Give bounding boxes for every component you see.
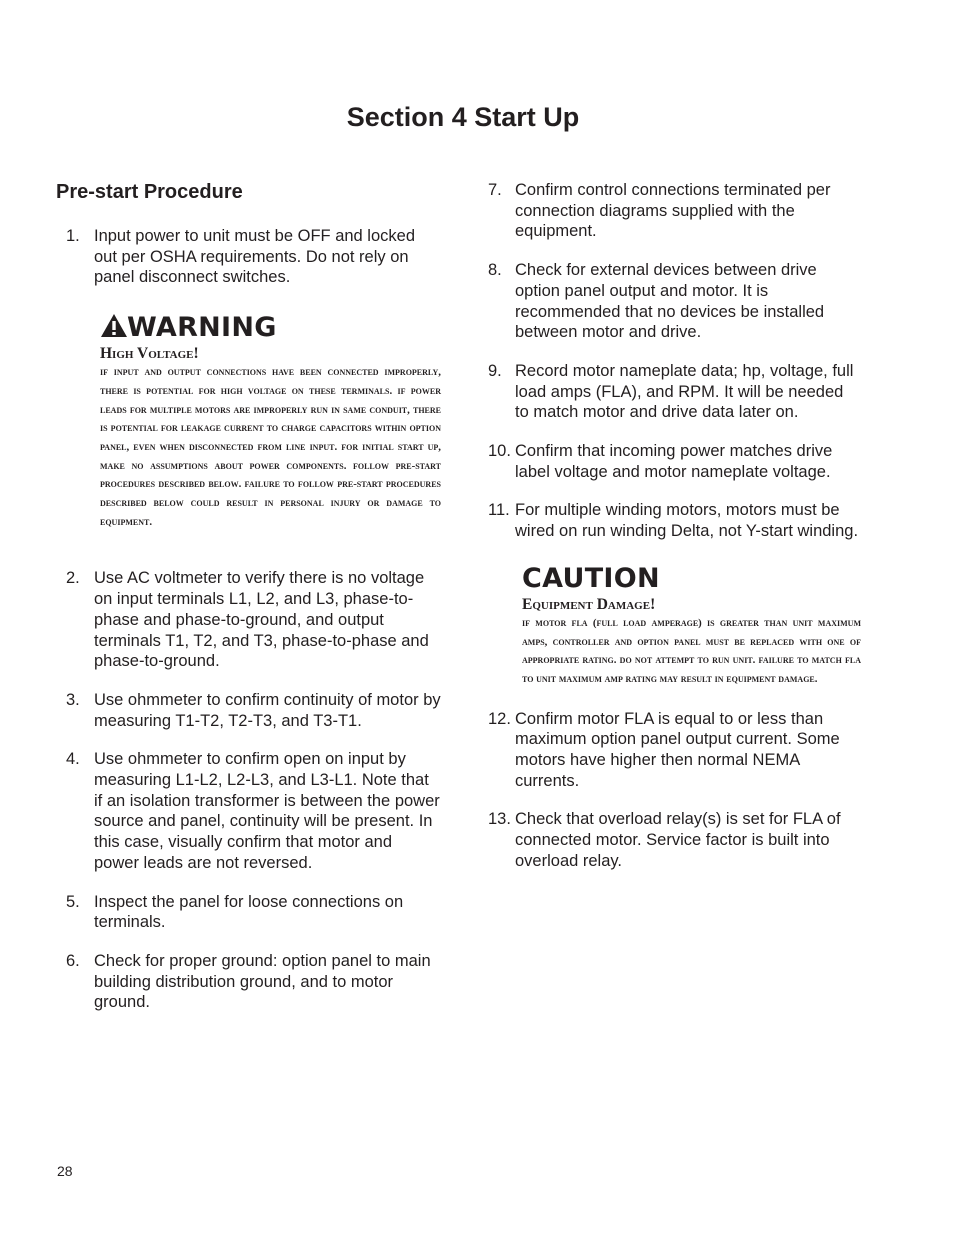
item-text: Check for external devices between drive option panel output and motor. It is recommended that no devices be installed between motor and drive. — [515, 261, 825, 342]
right-column — [486, 180, 861, 872]
warning-title: WARNING — [127, 312, 277, 344]
caution-title: CAUTION — [522, 562, 660, 594]
item-text: Check for proper ground: option panel to main building distribution ground, and to motor ground. — [94, 951, 431, 1012]
caution-body: if motor fla (full load amperage) is greater than unit maximum amps, controller and option panel must be replaced with one of appropriate rating. do not attempt to run unit. failure to match fla to unit maximum amp rating may result in equipment damage. — [522, 616, 861, 685]
item-number: 1. — [66, 227, 80, 245]
list-item — [56, 951, 441, 1013]
caution-subtitle: Equipment Damage! — [522, 595, 656, 613]
item-text: Check that overload relay(s) is set for FLA of connected motor. Service factor is built into overload relay. — [515, 810, 841, 870]
warning-title-row — [100, 313, 441, 343]
item-number: 13. — [488, 810, 511, 829]
list-item — [486, 709, 861, 792]
page-title: Section 4 Start Up — [346, 102, 580, 132]
item-number: 9. — [488, 361, 502, 380]
list-item — [56, 690, 441, 731]
item-number: 12. — [488, 709, 511, 728]
item-text: Confirm motor FLA is equal to or less than maximum option panel output current. Some motors have higher then normal NEMA currents. — [515, 709, 840, 790]
warning-triangle-icon — [100, 313, 128, 338]
list-item — [486, 180, 861, 242]
item-text: Input power to unit must be OFF and locked out per OSHA requirements. Do not rely on panel disconnect switches. — [94, 227, 416, 287]
item-number: 3. — [66, 690, 80, 709]
item-number: 6. — [66, 951, 80, 970]
item-number: 11. — [488, 501, 510, 520]
warning-notice — [100, 313, 441, 531]
item-text: Record motor nameplate data; hp, voltage, full load amps (FLA), and RPM. It will be needed to match motor and drive data later on. — [515, 361, 854, 422]
list-item — [56, 749, 441, 873]
item-text: Use ohmmeter to confirm continuity of motor by measuring T1-T2, T2-T3, and T3-T1. — [94, 690, 441, 730]
list-item — [486, 361, 861, 423]
item-number: 2. — [66, 569, 80, 588]
list-item — [56, 226, 441, 288]
list-item — [56, 892, 441, 933]
item-number: 8. — [488, 261, 502, 280]
item-number: 7. — [488, 181, 502, 199]
list-item — [56, 568, 441, 672]
item-text: Use ohmmeter to confirm open on input by measuring L1-L2, L2-L3, and L3-L1. Note that if an isolation transformer is between the power source and panel, continuity will be present. In this case, visually confirm that motor and power leads are not reversed. — [94, 750, 440, 872]
warning-body: if input and output connections have been connected improperly, there is potential for high voltage on these terminals. if power leads for multiple motors are improperly run in same conduit, there is potential for leakage current to charge capacitors within option panel, even when disconnected from line input. for initial start up, make no assumptions about power components. follow pre-start procedures described below. failure to follow pre-start procedures described below could result in personal injury or damage to equipment. — [100, 366, 441, 528]
list-item — [486, 809, 861, 871]
item-number: 4. — [66, 750, 80, 769]
item-text: Use AC voltmeter to verify there is no voltage on input terminals L1, L2, and L3, phase-to-phase and phase-to-ground, and output terminals T1, T2, and T3, phase-to-phase and phase-to-ground. — [94, 569, 429, 671]
caution-notice — [522, 564, 861, 689]
item-text: Inspect the panel for loose connections on terminals. — [94, 892, 404, 932]
warning-subtitle: High Voltage! — [100, 345, 199, 363]
item-number: 5. — [66, 892, 80, 911]
list-item — [486, 500, 861, 541]
section-subheading: Pre-start Procedure — [56, 181, 243, 203]
list-item — [486, 441, 861, 482]
page-number: 28 — [57, 1163, 73, 1179]
left-column — [56, 178, 441, 1013]
list-item — [486, 260, 861, 343]
item-text: For multiple winding motors, motors must be wired on run winding Delta, not Y-start winding. — [515, 501, 859, 541]
item-number: 10. — [488, 442, 511, 461]
item-text: Confirm control connections terminated per connection diagrams supplied with the equipment. — [515, 181, 831, 241]
item-text: Confirm that incoming power matches drive label voltage and motor nameplate voltage. — [515, 442, 833, 481]
